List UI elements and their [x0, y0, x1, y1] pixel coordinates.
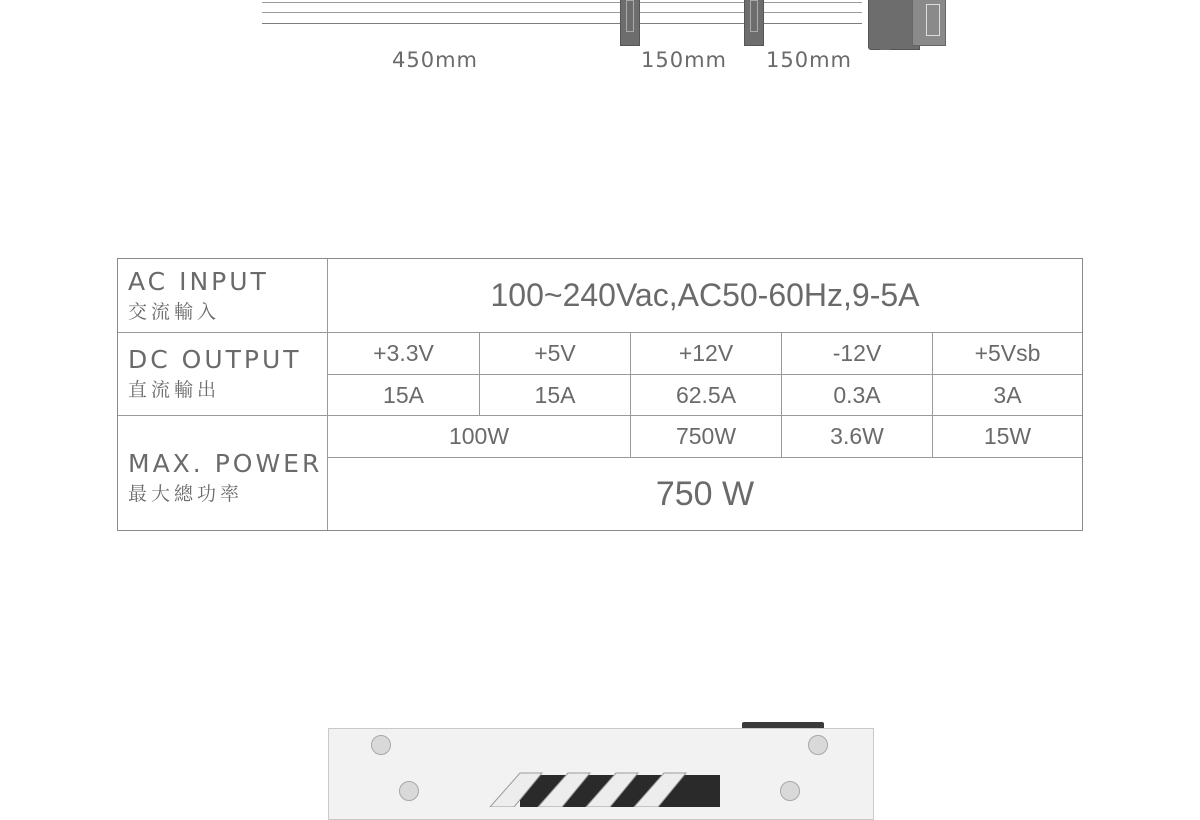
rail-voltage: +12V: [678, 340, 734, 366]
rail-power: 100W: [448, 423, 510, 449]
total-power: 750 W: [655, 474, 755, 513]
dc-output-label-zh: 直流輸出: [128, 379, 221, 401]
rail-voltage: +3.3V: [373, 340, 434, 366]
rail-power: 750W: [675, 423, 737, 449]
fan-grille-icon: [480, 765, 720, 807]
rail-current: 62.5A: [675, 381, 737, 408]
max-power-label: MAX. POWER: [128, 449, 323, 478]
ac-input-value: 100~240Vac,AC50-60Hz,9-5A: [490, 277, 920, 313]
cable-length-label: 150mm: [641, 48, 727, 72]
rail-voltage: +5V: [534, 340, 576, 366]
rail-power: 3.6W: [830, 423, 884, 449]
ac-input-label: AC INPUT: [128, 267, 269, 296]
ac-input-label-zh: 交流輸入: [128, 301, 221, 323]
rail-current: 0.3A: [833, 381, 881, 408]
rail-current: 15A: [534, 381, 576, 408]
screw-icon: [780, 781, 800, 801]
rail-power: 15W: [983, 423, 1032, 449]
cable-wire: [262, 23, 862, 24]
rail-current: 15A: [383, 381, 424, 408]
rail-voltage: -12V: [832, 340, 882, 366]
screw-icon: [371, 735, 391, 755]
screw-icon: [399, 781, 419, 801]
cable-wire: [262, 2, 862, 3]
rail-voltage: +5Vsb: [974, 340, 1041, 366]
spec-table: [117, 258, 1083, 531]
screw-icon: [808, 735, 828, 755]
max-power-label-zh: 最大總功率: [128, 483, 244, 505]
dc-output-label: DC OUTPUT: [128, 345, 302, 374]
cable-wire: [262, 12, 862, 13]
rail-current: 3A: [993, 381, 1022, 408]
cable-length-label: 150mm: [766, 48, 852, 72]
cable-length-label: 450mm: [392, 48, 478, 72]
